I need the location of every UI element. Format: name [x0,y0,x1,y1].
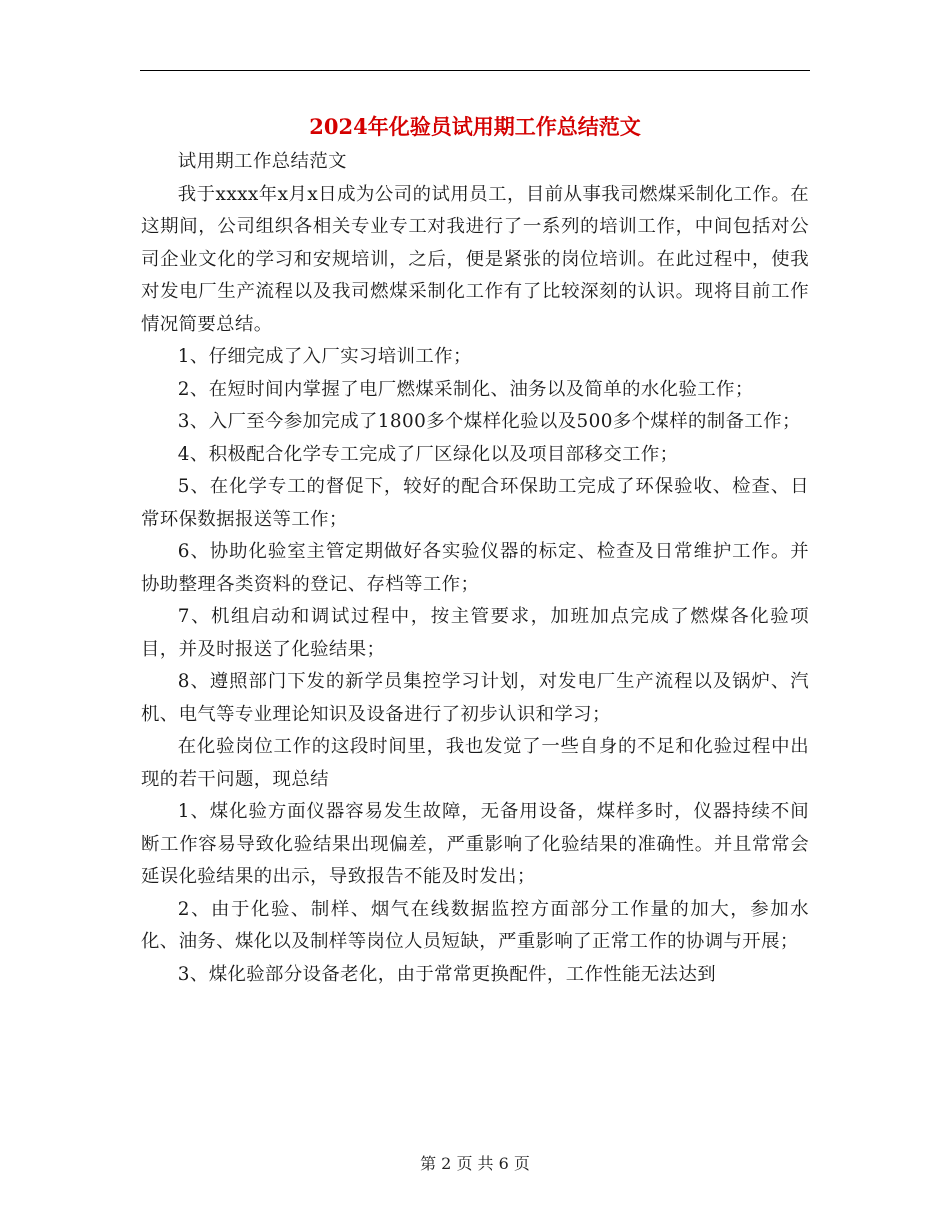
list-item: 2、在短时间内掌握了电厂燃煤采制化、油务以及简单的水化验工作； [177,378,754,400]
header-rule [140,70,810,71]
paragraph-subtitle: 试用期工作总结范文 [177,151,347,172]
page-number: 第 2 页 共 6 页 [420,1154,530,1173]
list-item: 6、协助化验室主管定期做好各实验仪器的标定、检查及日常维护工作。并协助整理各类资料的登记、存档等工作； [141,541,809,595]
document-body [141,146,809,991]
list-item: 4、积极配合化学专工完成了厂区绿化以及项目部移交工作； [177,443,679,465]
list-item: 3、入厂至今参加完成了1800多个煤样化验以及500多个煤样的制备工作； [177,411,801,432]
page-footer [0,1152,950,1176]
list-item: 1、煤化验方面仪器容易发生故障，无备用设备，煤样多时，仪器持续不间断工作容易导致化验结果出现偏差，严重影响了化验结果的准确性。并且常常会延误化验结果的出示，导致报告不能及时发出； [141,801,809,887]
list-item: 3、煤化验部分设备老化，由于常常更换配件，工作性能无法达到 [177,963,717,985]
paragraph-intro: 我于xxxx年x月x日成为公司的试用员工，目前从事我司燃煤采制化工作。在这期间，公司组织各相关专业专工对我进行了一系列的培训工作，中间包括对公司企业文化的学习和安规培训，之后，便是紧张的岗位培训。在此过程中，使我对发电厂生产流程以及我司燃煤采制化工作有了比较深刻的认识。现将目前工作情况简要总结。 [141,183,809,335]
list-item: 7、机组启动和调试过程中，按主管要求，加班加点完成了燃煤各化验项目，并及时报送了化验结果； [141,606,809,660]
list-item: 8、遵照部门下发的新学员集控学习计划，对发电厂生产流程以及锅炉、汽机、电气等专业理论知识及设备进行了初步认识和学习； [141,671,809,725]
list-item: 5、在化学专工的督促下，较好的配合环保助工完成了环保验收、检查、日常环保数据报送等工作； [141,476,809,530]
document-title: 2024年化验员试用期工作总结范文 [309,114,641,139]
list-item: 1、仔细完成了入厂实习培训工作； [177,346,472,367]
paragraph-reflection: 在化验岗位工作的这段时间里，我也发觉了一些自身的不足和化验过程中出现的若干问题，现总结 [141,736,809,790]
list-item: 2、由于化验、制样、烟气在线数据监控方面部分工作量的加大，参加水化、油务、煤化以及制样等岗位人员短缺，严重影响了正常工作的协调与开展； [141,898,809,952]
